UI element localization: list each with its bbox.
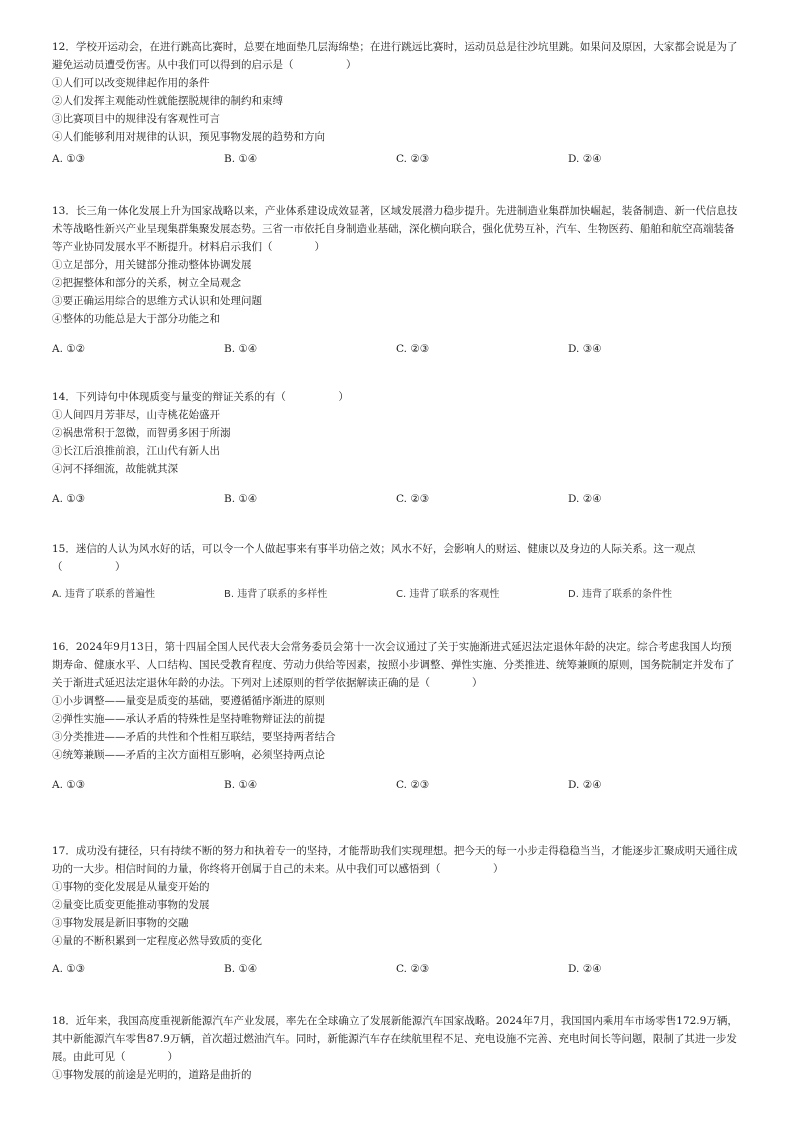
answer-choices <box>52 340 742 358</box>
question-12 <box>52 38 742 168</box>
choice-b[interactable]: B. ①④ <box>224 779 258 791</box>
option: ③长江后浪推前浪，江山代有新人出 <box>52 445 220 457</box>
choice-b[interactable]: B. ①④ <box>224 343 258 355</box>
option: ①小步调整——量变是质变的基础，要遵循循序渐进的原则 <box>52 695 325 707</box>
question-14 <box>52 388 742 508</box>
answer-choices <box>52 150 742 168</box>
choice-a[interactable]: A. ①③ <box>52 779 86 791</box>
choice-c[interactable]: C. ②③ <box>396 343 430 355</box>
choice-d[interactable]: D. ②④ <box>568 153 602 165</box>
answer-choices <box>52 586 742 604</box>
option: ①人们可以改变规律起作用的条件 <box>52 77 210 89</box>
option: ④河不择细流，故能就其深 <box>52 463 178 475</box>
option: ②祸患常积于忽微，而智勇多困于所溺 <box>52 427 231 439</box>
choice-d[interactable]: D. 违背了联系的条件性 <box>568 589 673 600</box>
question-13 <box>52 202 742 358</box>
option: ②人们发挥主观能动性就能摆脱规律的制约和束缚 <box>52 95 283 107</box>
choice-d[interactable]: D. ②④ <box>568 493 602 505</box>
question-15 <box>52 540 742 604</box>
choice-c[interactable]: C. ②③ <box>396 493 430 505</box>
option: ①立足部分，用关键部分推动整体协调发展 <box>52 259 252 271</box>
option: ④统筹兼顾——矛盾的主次方面相互影响，必须坚持两点论 <box>52 749 325 761</box>
choice-c[interactable]: C. ②③ <box>396 153 430 165</box>
answer-choices <box>52 776 742 794</box>
option: ②量变比质变更能推动事物的发展 <box>52 899 210 911</box>
option: ④人们能够利用对规律的认识，预见事物发展的趋势和方向 <box>52 131 325 143</box>
option: ③比赛项目中的规律没有客观性可言 <box>52 113 220 125</box>
option: ④量的不断积累到一定程度必然导致质的变化 <box>52 935 262 947</box>
question-stem: 16．2024年9月13日，第十四届全国人民代表大会常务委员会第十一次会议通过了关于实施渐进式延迟法定退休年龄的决定。综合考虑我国人均预期寿命、健康水平、人口结构、国民受教育程度、劳动力供给等因素，按照小步调整、弹性实施、分类推进、统筹兼顾的原则，国务院制定并发布了关于渐进式延迟法定退休年龄的办法。下列对上述原则的哲学依据解读正确的是（ ） <box>52 641 735 689</box>
question-stem: 12．学校开运动会，在进行跳高比赛时，总要在地面垫几层海绵垫；在进行跳远比赛时，运动员总是往沙坑里跳。如果问及原因，大家都会说是为了避免运动员遭受伤害。从中我们可以得到的启示是（ ） <box>52 41 738 71</box>
option: ①事物的变化发展是从量变开始的 <box>52 881 210 893</box>
answer-choices <box>52 490 742 508</box>
option: ①事物发展的前途是光明的，道路是曲折的 <box>52 1069 252 1081</box>
choice-b[interactable]: B. 违背了联系的多样性 <box>224 589 328 600</box>
choice-c[interactable]: C. 违背了联系的客观性 <box>396 589 500 600</box>
question-stem: 15．迷信的人认为风水好的话，可以令一个人做起事来有事半功倍之效；风水不好，会影响人的财运、健康以及身边的人际关系。这一观点（ ） <box>52 543 696 573</box>
choice-b[interactable]: B. ①④ <box>224 963 258 975</box>
choice-a[interactable]: A. ①② <box>52 343 86 355</box>
choice-a[interactable]: A. ①③ <box>52 493 86 505</box>
question-17 <box>52 842 742 978</box>
question-18 <box>52 1012 742 1084</box>
question-stem: 14．下列诗句中体现质变与量变的辩证关系的有（ ） <box>52 391 349 403</box>
choice-c[interactable]: C. ②③ <box>396 779 430 791</box>
option: ②把握整体和部分的关系，树立全局观念 <box>52 277 241 289</box>
choice-d[interactable]: D. ②④ <box>568 963 602 975</box>
choice-c[interactable]: C. ②③ <box>396 963 430 975</box>
answer-choices <box>52 960 742 978</box>
question-stem: 17．成功没有捷径，只有持续不断的努力和执着专一的坚持，才能帮助我们实现理想。把今天的每一小步走得稳稳当当，才能逐步汇聚成明天通往成功的一大步。相信时间的力量，你终将开创属于自己的未来。从中我们可以感悟到（ ） <box>52 845 738 875</box>
choice-b[interactable]: B. ①④ <box>224 153 258 165</box>
question-stem: 18．近年来，我国高度重视新能源汽车产业发展，率先在全球确立了发展新能源汽车国家战略。2024年7月，我国国内乘用车市场零售172.9万辆，其中新能源汽车零售87.9万辆，首次超过燃油汽车。同时，新能源汽车存在续航里程不足、充电设施不完善、充电时间长等问题，限制了其进一步发展。由此可见（ ） <box>52 1015 738 1063</box>
choice-a[interactable]: A. 违背了联系的普遍性 <box>52 589 156 600</box>
option: ①人间四月芳菲尽，山寺桃花始盛开 <box>52 409 220 421</box>
choice-d[interactable]: D. ②④ <box>568 779 602 791</box>
option: ③要正确运用综合的思维方式认识和处理问题 <box>52 295 262 307</box>
option: ④整体的功能总是大于部分功能之和 <box>52 313 220 325</box>
option: ③分类推进——矛盾的共性和个性相互联结，要坚持两者结合 <box>52 731 336 743</box>
choice-a[interactable]: A. ①③ <box>52 153 86 165</box>
question-stem: 13．长三角一体化发展上升为国家战略以来，产业体系建设成效显著，区域发展潜力稳步提升。先进制造业集群加快崛起，装备制造、新一代信息技术等战略性新兴产业呈现集群集聚发展态势。三省一市依托自身制造业基础，深化横向联合，强化优势互补，汽车、生物医药、船舶和航空高端装备等产业协同发展水平不断提升。材料启示我们（ ） <box>52 205 738 253</box>
choice-a[interactable]: A. ①③ <box>52 963 86 975</box>
option: ③事物发展是新旧事物的交融 <box>52 917 189 929</box>
choice-d[interactable]: D. ③④ <box>568 343 602 355</box>
option: ②弹性实施——承认矛盾的特殊性是坚持唯物辩证法的前提 <box>52 713 325 725</box>
choice-b[interactable]: B. ①④ <box>224 493 258 505</box>
question-16 <box>52 638 742 794</box>
